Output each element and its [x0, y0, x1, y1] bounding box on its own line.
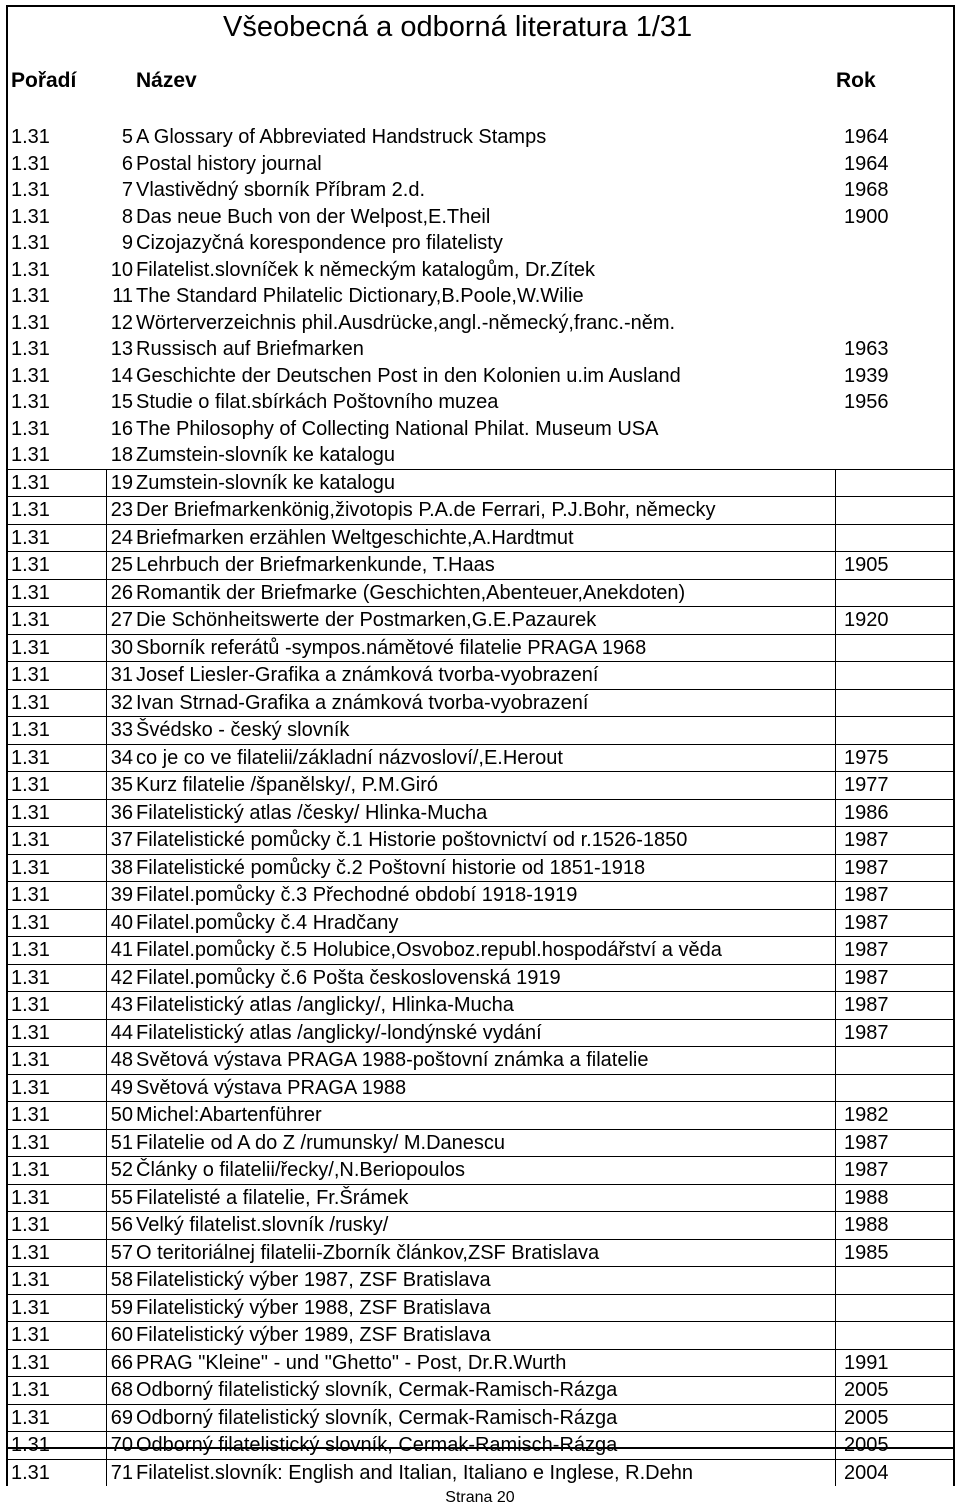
table-row [8, 1404, 953, 1432]
row-section: 1.31 [11, 664, 50, 686]
row-section: 1.31 [11, 1049, 50, 1071]
row-year: 2005 [844, 1379, 889, 1401]
table-row [8, 1266, 953, 1294]
row-title: Die Schönheitswerte der Postmarken,G.E.Pazaurek [136, 609, 597, 631]
row-title: PRAG "Kleine" - und "Ghetto" - Post, Dr.R.Wurth [136, 1351, 567, 1374]
table-row [8, 551, 953, 579]
table-row [8, 1156, 953, 1184]
row-section: 1.31 [11, 856, 50, 879]
row-section: 1.31 [11, 636, 50, 659]
row-title: Filatelisté a filatelie, Fr.Šrámek [136, 1186, 409, 1209]
row-section: 1.31 [11, 417, 50, 440]
row-year: 1987 [844, 829, 889, 851]
row-number: 23 [110, 499, 133, 521]
row-section: 1.31 [11, 719, 50, 741]
row-year: 1905 [844, 554, 889, 576]
row-section: 1.31 [11, 258, 50, 281]
row-number: 56 [110, 1214, 133, 1236]
table-row [8, 936, 953, 964]
row-section: 1.31 [11, 1241, 50, 1264]
row-number: 19 [110, 471, 133, 494]
table-row [8, 854, 953, 882]
table-row [8, 1239, 953, 1267]
header-nazev: Název [136, 69, 197, 92]
row-section: 1.31 [11, 499, 50, 521]
row-section: 1.31 [11, 285, 50, 307]
row-number: 24 [110, 526, 133, 549]
row-section: 1.31 [11, 1379, 50, 1401]
row-year: 1988 [844, 1214, 889, 1236]
row-section: 1.31 [11, 774, 50, 796]
table-row [8, 1431, 953, 1459]
row-title: The Standard Philatelic Dictionary,B.Poole,W.Wilie [136, 285, 584, 307]
table-row [8, 1019, 953, 1047]
row-year: 1986 [844, 801, 889, 824]
table-row [8, 336, 953, 363]
row-section: 1.31 [11, 179, 50, 201]
row-title: Ivan Strnad-Grafika a známková tvorba-vyobrazení [136, 691, 589, 714]
row-number: 34 [110, 746, 133, 769]
row-section: 1.31 [11, 152, 50, 175]
table-row [8, 634, 953, 662]
row-section: 1.31 [11, 1076, 50, 1099]
row-number: 5 [121, 126, 133, 148]
row-section: 1.31 [11, 801, 50, 824]
row-section: 1.31 [11, 1131, 50, 1154]
header-rok: Rok [836, 69, 876, 92]
table-row [8, 416, 953, 443]
row-number: 9 [121, 232, 133, 254]
row-number: 6 [121, 152, 133, 175]
row-title: Filatel.pomůcky č.5 Holubice,Osvoboz.republ.hospodářství a věda [136, 939, 722, 961]
row-title: Světová výstava PRAGA 1988-poštovní známka a filatelie [136, 1049, 649, 1071]
table-row [8, 661, 953, 689]
row-number: 58 [110, 1269, 133, 1291]
row-number: 48 [110, 1049, 133, 1071]
row-title: Filatelist.slovníček k německým katalogům, Dr.Zítek [136, 258, 596, 281]
row-section: 1.31 [11, 1406, 50, 1429]
row-title: O teritoriálnej filatelii-Zborník článkov,ZSF Bratislava [136, 1241, 600, 1264]
row-year: 1963 [844, 338, 889, 360]
row-year: 1987 [844, 911, 889, 934]
row-title: Wörterverzeichnis phil.Ausdrücke,angl.-německý,franc.-něm. [136, 311, 676, 334]
row-title: Romantik der Briefmarke (Geschichten,Abenteuer,Anekdoten) [136, 581, 686, 604]
row-title: Filatelistický atlas /anglicky/-londýnské vydání [136, 1021, 542, 1044]
row-number: 36 [110, 801, 133, 824]
row-section: 1.31 [11, 746, 50, 769]
row-section: 1.31 [11, 966, 50, 989]
table-row [8, 1046, 953, 1074]
row-section: 1.31 [11, 1296, 50, 1319]
row-title: Odborný filatelistický slovník, Cermak-Ramisch-Rázga [136, 1406, 618, 1429]
table-row [8, 151, 953, 178]
row-number: 30 [110, 636, 133, 659]
row-number: 59 [110, 1296, 133, 1319]
table-row [8, 909, 953, 937]
row-section: 1.31 [11, 311, 50, 334]
row-section: 1.31 [11, 1186, 50, 1209]
table-row [8, 799, 953, 827]
row-number: 16 [110, 417, 133, 440]
row-title: Filatel.pomůcky č.3 Přechodné období 1918-1919 [136, 884, 578, 906]
row-year: 2005 [844, 1406, 889, 1429]
row-number: 25 [110, 554, 133, 576]
row-title: Der Briefmarkenkönig,životopis P.A.de Ferrari, P.J.Bohr, německy [136, 499, 716, 521]
row-number: 70 [110, 1434, 133, 1456]
table-row [8, 1349, 953, 1377]
row-title: Zumstein-slovník ke katalogu [136, 444, 396, 466]
table-row [8, 442, 953, 469]
table-row [8, 1184, 953, 1212]
row-section: 1.31 [11, 1351, 50, 1374]
row-year: 1939 [844, 364, 889, 387]
row-title: Das neue Buch von der Welpost,E.Theil [136, 205, 491, 228]
row-number: 60 [110, 1324, 133, 1346]
row-number: 12 [110, 311, 133, 334]
header-poradi: Pořadí [11, 69, 77, 92]
row-title: Filatelistický atlas /česky/ Hlinka-Mucha [136, 801, 488, 824]
row-title: Odborný filatelistický slovník, Cermak-Ramisch-Rázga [136, 1379, 618, 1401]
row-year: 1987 [844, 966, 889, 989]
row-title: Michel:Abartenführer [136, 1104, 322, 1126]
table-row [8, 257, 953, 284]
row-title: Kurz filatelie /španělsky/, P.M.Giró [136, 774, 438, 796]
row-title: Josef Liesler-Grafika a známková tvorba-vyobrazení [136, 664, 599, 686]
row-number: 37 [110, 829, 133, 851]
row-section: 1.31 [11, 126, 50, 148]
row-title: Studie o filat.sbírkách Poštovního muzea [136, 391, 499, 413]
row-title: Geschichte der Deutschen Post in den Kolonien u.im Ausland [136, 364, 681, 387]
table-row [8, 606, 953, 634]
row-title: Cizojazyčná korespondence pro filatelisty [136, 232, 503, 254]
row-title: Filatelistický výber 1987, ZSF Bratislava [136, 1269, 491, 1291]
row-section: 1.31 [11, 911, 50, 934]
row-title: Briefmarken erzählen Weltgeschichte,A.Hardtmut [136, 526, 574, 549]
table-bottom-border [6, 1447, 955, 1449]
row-number: 18 [110, 444, 133, 466]
row-number: 66 [110, 1351, 133, 1374]
row-number: 13 [110, 338, 133, 360]
row-title: Postal history journal [136, 152, 322, 175]
table-row [8, 964, 953, 992]
row-year: 1975 [844, 746, 889, 769]
table-row [8, 1294, 953, 1322]
row-section: 1.31 [11, 1214, 50, 1236]
row-number: 41 [110, 939, 133, 961]
row-year: 1987 [844, 1159, 889, 1181]
row-number: 26 [110, 581, 133, 604]
table-row [8, 1074, 953, 1102]
row-year: 1987 [844, 856, 889, 879]
row-year: 1987 [844, 884, 889, 906]
row-section: 1.31 [11, 526, 50, 549]
row-section: 1.31 [11, 994, 50, 1016]
table-row [8, 716, 953, 744]
table-row [8, 826, 953, 854]
row-number: 32 [110, 691, 133, 714]
row-title: co je co ve filatelii/základní názvosloví/,E.Herout [136, 746, 563, 769]
table-row [8, 991, 953, 1019]
row-number: 57 [110, 1241, 133, 1264]
catalog-sheet [6, 5, 955, 1486]
row-section: 1.31 [11, 1461, 50, 1484]
row-year: 1982 [844, 1104, 889, 1126]
row-title: Sborník referátů -sympos.námětové filatelie PRAGA 1968 [136, 636, 647, 659]
row-section: 1.31 [11, 232, 50, 254]
table-row [8, 177, 953, 204]
row-number: 7 [121, 179, 133, 201]
row-number: 39 [110, 884, 133, 906]
table-row [8, 389, 953, 416]
row-title: Filatelistický atlas /anglicky/, Hlinka-Mucha [136, 994, 514, 1016]
table-row [8, 230, 953, 257]
row-section: 1.31 [11, 471, 50, 494]
row-number: 69 [110, 1406, 133, 1429]
table-row [8, 1321, 953, 1349]
row-number: 43 [110, 994, 133, 1016]
table-row [8, 1129, 953, 1157]
row-section: 1.31 [11, 939, 50, 961]
table-row [8, 689, 953, 717]
row-number: 49 [110, 1076, 133, 1099]
table-body [8, 124, 953, 1486]
row-year: 2004 [844, 1461, 889, 1484]
row-section: 1.31 [11, 338, 50, 360]
row-title: Filatelist.slovník: English and Italian, Italiano e Inglese, R.Dehn [136, 1461, 693, 1484]
row-number: 38 [110, 856, 133, 879]
table-row [8, 283, 953, 310]
row-section: 1.31 [11, 829, 50, 851]
row-year: 1987 [844, 1131, 889, 1154]
table-row [8, 771, 953, 799]
row-section: 1.31 [11, 391, 50, 413]
row-number: 35 [110, 774, 133, 796]
row-title: Filatel.pomůcky č.4 Hradčany [136, 911, 399, 934]
row-number: 44 [110, 1021, 133, 1044]
row-year: 1956 [844, 391, 889, 413]
row-year: 1987 [844, 994, 889, 1016]
table-row [8, 744, 953, 772]
row-title: Odborný filatelistický slovník, Cermak-Ramisch-Rázga [136, 1434, 618, 1456]
row-title: Švédsko - český slovník [136, 719, 350, 741]
table-row [8, 124, 953, 151]
row-section: 1.31 [11, 1434, 50, 1456]
table-row [8, 310, 953, 337]
row-section: 1.31 [11, 1159, 50, 1181]
table-row [8, 1101, 953, 1129]
row-title: Filatelistický výber 1988, ZSF Bratislava [136, 1296, 491, 1319]
row-section: 1.31 [11, 1104, 50, 1126]
row-year: 1900 [844, 205, 889, 228]
row-section: 1.31 [11, 1269, 50, 1291]
page-title: Všeobecná a odborná literatura 1/31 [223, 11, 693, 43]
spacer-row [8, 95, 953, 124]
row-title: Lehrbuch der Briefmarkenkunde, T.Haas [136, 554, 495, 576]
row-number: 71 [110, 1461, 133, 1484]
table-row [8, 496, 953, 524]
row-number: 52 [110, 1159, 133, 1181]
table-row [8, 204, 953, 231]
table-row [8, 1459, 953, 1487]
row-section: 1.31 [11, 884, 50, 906]
row-section: 1.31 [11, 609, 50, 631]
row-year: 1987 [844, 939, 889, 961]
row-year: 1920 [844, 609, 889, 631]
row-year: 1987 [844, 1021, 889, 1044]
row-year: 1964 [844, 126, 889, 148]
column-header-row [8, 66, 953, 95]
row-section: 1.31 [11, 1021, 50, 1044]
row-year: 1968 [844, 179, 889, 201]
row-title: Filatelistický výber 1989, ZSF Bratislava [136, 1324, 491, 1346]
row-number: 15 [110, 391, 133, 413]
row-number: 42 [110, 966, 133, 989]
row-title: Filatelistické pomůcky č.2 Poštovní historie od 1851-1918 [136, 856, 646, 879]
row-number: 14 [110, 364, 133, 387]
title-row [8, 7, 953, 66]
row-title: Russisch auf Briefmarken [136, 338, 364, 360]
row-year: 2005 [844, 1434, 889, 1456]
table-row [8, 363, 953, 390]
row-title: A Glossary of Abbreviated Handstruck Stamps [136, 126, 547, 148]
row-year: 1988 [844, 1186, 889, 1209]
row-title: Články o filatelii/řecky/,N.Beriopoulos [136, 1159, 466, 1181]
row-title: Filatel.pomůcky č.6 Pošta československá 1919 [136, 966, 561, 989]
row-year: 1964 [844, 152, 889, 175]
row-number: 40 [110, 911, 133, 934]
row-section: 1.31 [11, 581, 50, 604]
row-section: 1.31 [11, 444, 50, 466]
row-section: 1.31 [11, 205, 50, 228]
row-section: 1.31 [11, 364, 50, 387]
table-row [8, 1376, 953, 1404]
page-footer: Strana 20 [445, 1489, 515, 1506]
row-title: Filatelistické pomůcky č.1 Historie poštovnictví od r.1526-1850 [136, 829, 688, 851]
row-section: 1.31 [11, 1324, 50, 1346]
row-number: 33 [110, 719, 133, 741]
table-row [8, 524, 953, 552]
table-row [8, 881, 953, 909]
row-number: 50 [110, 1104, 133, 1126]
table-row [8, 469, 953, 497]
row-title: Velký filatelist.slovník /rusky/ [136, 1214, 389, 1236]
row-year: 1977 [844, 774, 889, 796]
table-row [8, 1211, 953, 1239]
row-number: 31 [110, 664, 133, 686]
row-number: 55 [110, 1186, 133, 1209]
table-row [8, 579, 953, 607]
row-title: Filatelie od A do Z /rumunsky/ M.Danescu [136, 1131, 506, 1154]
row-number: 11 [112, 285, 133, 307]
row-title: Světová výstava PRAGA 1988 [136, 1076, 407, 1099]
row-title: Zumstein-slovník ke katalogu [136, 471, 396, 494]
row-number: 51 [110, 1131, 133, 1154]
row-year: 1985 [844, 1241, 889, 1264]
row-number: 10 [110, 258, 133, 281]
row-year: 1991 [844, 1351, 889, 1374]
row-number: 68 [110, 1379, 133, 1401]
row-title: The Philosophy of Collecting National Philat. Museum USA [136, 417, 659, 440]
row-section: 1.31 [11, 554, 50, 576]
row-number: 27 [110, 609, 133, 631]
row-section: 1.31 [11, 691, 50, 714]
row-title: Vlastivědný sborník Příbram 2.d. [136, 179, 426, 201]
row-number: 8 [121, 205, 133, 228]
